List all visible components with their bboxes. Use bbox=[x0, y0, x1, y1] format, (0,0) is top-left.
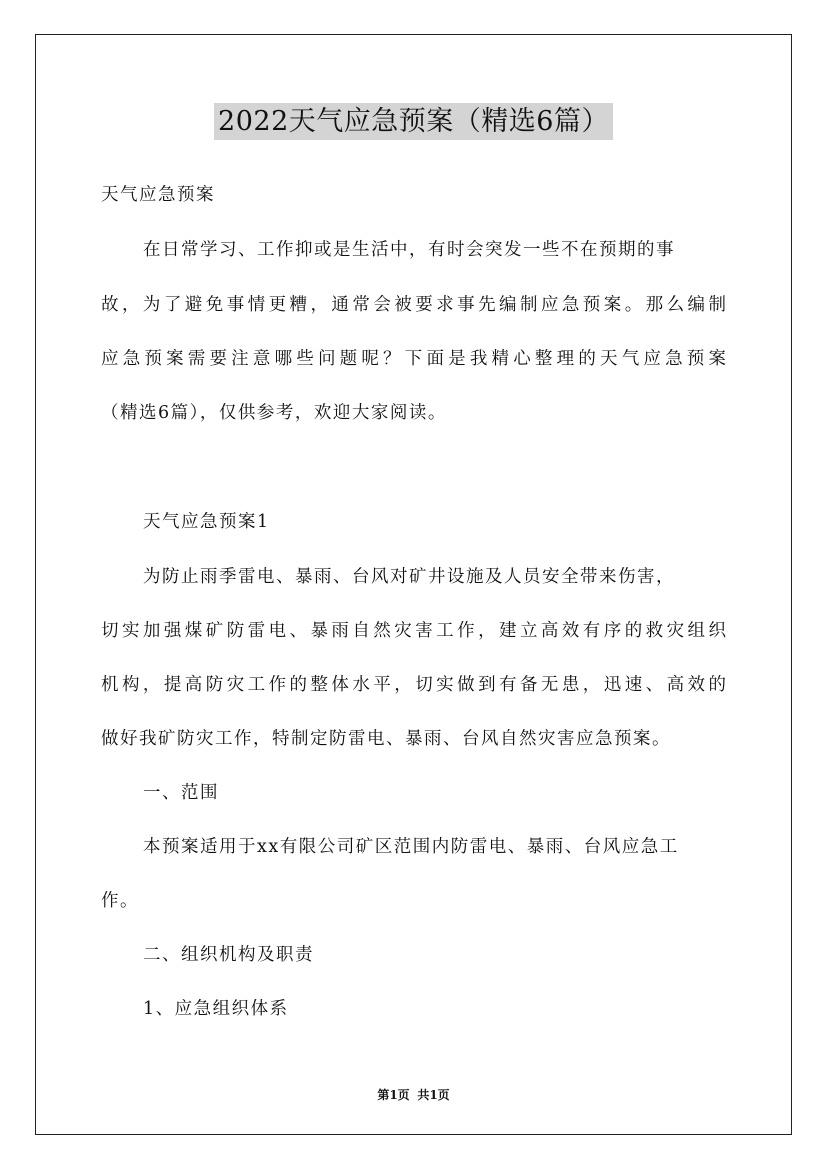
page-total: 共1页 bbox=[417, 1088, 450, 1102]
section1-line-1: 为防止雨季雷电、暴雨、台风对矿井设施及人员安全带来伤害， bbox=[143, 567, 675, 587]
scope-line-2: 作。 bbox=[101, 891, 139, 911]
scope-line-1: 本预案适用于xx有限公司矿区范围内防雷电、暴雨、台风应急工 bbox=[143, 837, 679, 857]
intro-line-4: （精选6篇），仅供参考，欢迎大家阅读。 bbox=[101, 403, 447, 423]
intro-line-1: 在日常学习、工作抑或是生活中，有时会突发一些不在预期的事 bbox=[143, 240, 675, 260]
subtitle: 天气应急预案 bbox=[101, 185, 215, 205]
section1-heading: 天气应急预案1 bbox=[143, 512, 270, 532]
section1-line-4: 做好我矿防灾工作，特制定防雷电、暴雨、台风自然灾害应急预案。 bbox=[101, 729, 671, 749]
org-subheading: 1、应急组织体系 bbox=[143, 999, 289, 1019]
org-heading: 二、组织机构及职责 bbox=[143, 945, 314, 965]
intro-line-2: 故，为了避免事情更糟，通常会被要求事先编制应急预案。那么编制 bbox=[101, 295, 726, 315]
page-number: 第1页 bbox=[377, 1088, 410, 1102]
intro-line-3: 应急预案需要注意哪些问题呢？下面是我精心整理的天气应急预案 bbox=[101, 349, 726, 369]
page-footer bbox=[0, 1086, 827, 1103]
scope-heading: 一、范围 bbox=[143, 783, 219, 803]
section1-line-3: 机构，提高防灾工作的整体水平，切实做到有备无患，迅速、高效的 bbox=[101, 675, 726, 695]
document-title: 2022天气应急预案（精选6篇） bbox=[214, 103, 613, 140]
title-container bbox=[0, 103, 827, 140]
section1-line-2: 切实加强煤矿防雷电、暴雨自然灾害工作，建立高效有序的救灾组织 bbox=[101, 621, 726, 641]
